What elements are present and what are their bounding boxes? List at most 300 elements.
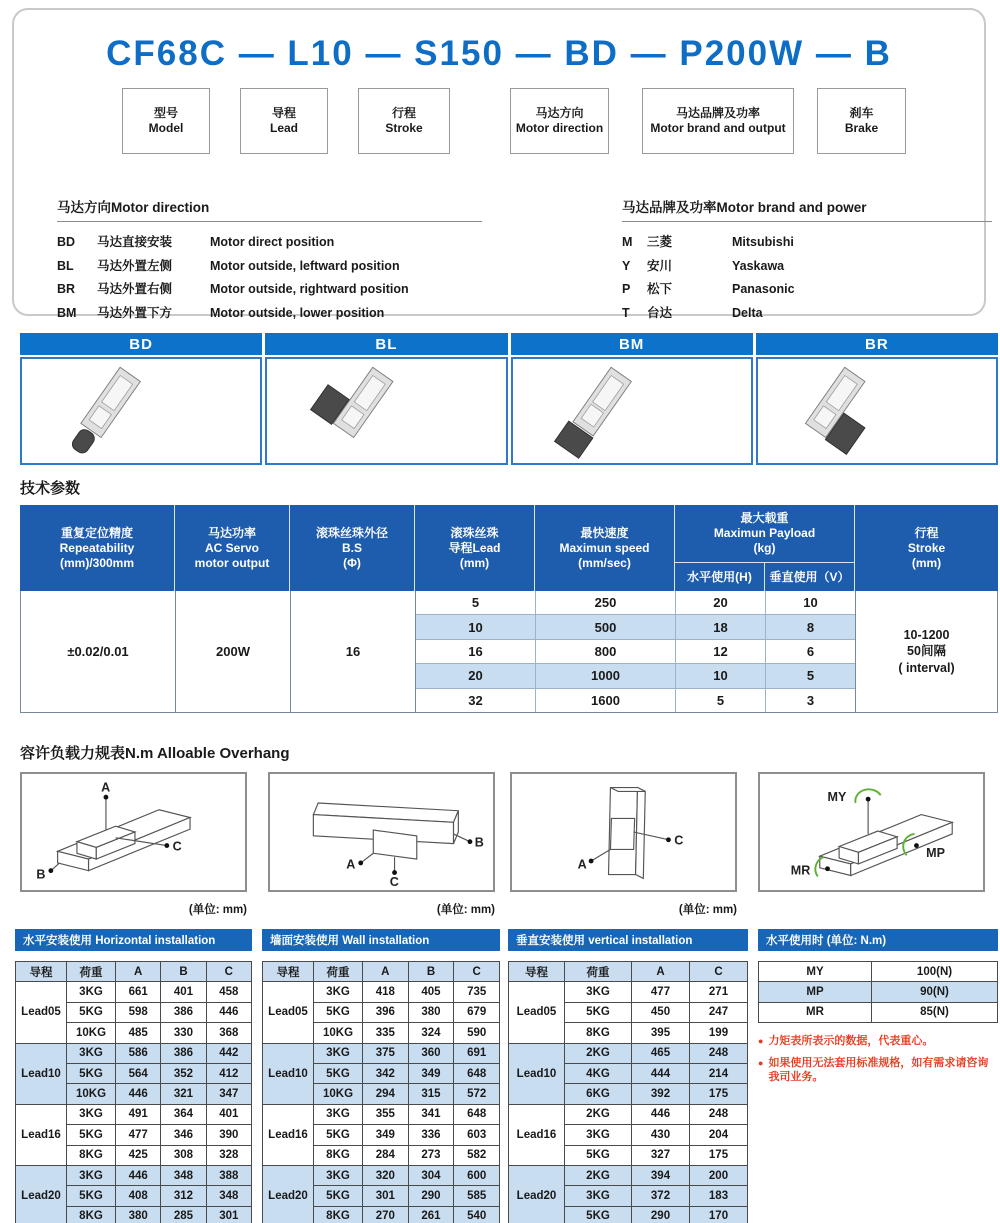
def-code: M [622,235,633,249]
wall-installation-table [262,929,500,1223]
tech-params-header [20,505,998,591]
column-header: B [161,962,206,982]
data-cell: 2KG [565,1104,632,1124]
data-cell: 312 [161,1186,206,1206]
data-cell: 204 [690,1125,748,1145]
stroke-line: 50间隔 [907,644,946,659]
table-row [16,1043,252,1063]
def-item [57,302,482,326]
data-cell: 347 [206,1084,251,1104]
col-line: motor output [194,555,270,570]
overhang-diagram-moment [758,772,985,892]
data-cell: 586 [116,1043,161,1063]
col-line: Repeatability [59,540,135,555]
tech-v-value: 5 [806,668,815,684]
data-cell: 271 [690,982,748,1002]
moment-title: 水平使用时 (单位: N.m) [758,929,998,951]
data-cell: 175 [690,1084,748,1104]
overhang-diagram-vertical [510,772,737,892]
def-zh: 松下 [647,282,673,296]
lead-group-cell: Lead20 [263,1165,314,1223]
data-cell: 390 [206,1125,251,1145]
tech-speed-row [416,614,855,638]
motor-direction-list-title: 马达方向Motor direction [57,196,482,222]
col-line: 最大载重 [740,511,789,525]
brake-box-en: Brake [844,121,879,135]
stroke-line: ( interval) [898,660,955,675]
diagram1-label-c: C [172,839,182,854]
def-code: BD [57,235,76,249]
tech-speed-rows [416,591,856,712]
data-cell: 450 [632,1002,690,1022]
tech-v-value: 10 [803,595,818,611]
data-cell: 170 [690,1206,748,1223]
data-cell: 3KG [67,1165,116,1185]
data-cell: 175 [690,1145,748,1165]
lead-group-cell: Lead05 [263,982,314,1043]
data-cell: 304 [408,1165,454,1185]
unit-label-1: (单位: mm) [188,904,247,916]
def-zh: 台达 [647,305,673,320]
col-line: AC Servo [204,540,260,555]
tech-speed-row [416,663,855,687]
moment-cell: 90(N) [872,982,998,1002]
tech-speed-row [416,688,855,712]
def-en: Motor outside, lower position [210,305,385,320]
data-cell: 3KG [67,1104,116,1124]
data-cell: 5KG [314,1002,363,1022]
motor-direction-list [57,196,482,325]
panel-bl-image [265,357,507,465]
tech-v-value: 8 [806,619,815,635]
lead-group-cell: Lead05 [16,982,67,1043]
diagram4-label-my: MY [827,790,847,805]
data-cell: 285 [161,1206,206,1223]
def-item [622,302,992,326]
def-zh: 马达外置左侧 [97,258,173,273]
motor-direction-box-zh: 马达方向 [535,106,584,120]
actuator-bm-illustration [537,361,727,461]
column-header: A [116,962,161,982]
data-cell: 2KG [565,1165,632,1185]
col-line: 滚珠丝珠外径 [315,525,388,540]
data-cell: 248 [690,1043,748,1063]
data-cell: 598 [116,1002,161,1022]
model-code-title: CF68C — L10 — S150 — BD — P200W — B [106,34,892,73]
def-item [57,255,482,279]
table-row [263,982,500,1002]
model-box-zh: 型号 [153,106,178,120]
data-cell: 290 [632,1206,690,1223]
data-cell: 425 [116,1145,161,1165]
col-stroke [855,505,998,591]
panel-bm [511,333,753,465]
col-line: Stroke [907,540,946,555]
col-line: 滚珠丝珠 [450,525,499,540]
column-header: C [206,962,251,982]
data-cell: 352 [161,1063,206,1083]
table-row [16,1165,252,1185]
col-lead [415,505,535,591]
data-cell: 308 [161,1145,206,1165]
tech-params-body [20,591,998,713]
horizontal-table [15,961,252,1223]
payload-vertical-header: 垂直使用（V） [769,569,850,584]
data-cell: 346 [161,1125,206,1145]
tech-lead-value: 10 [416,615,536,638]
column-header: C [690,962,748,982]
col-line: (mm)/300mm [59,555,135,570]
lead-group-cell: Lead10 [263,1043,314,1104]
def-en: Motor outside, rightward position [210,282,409,296]
data-cell: 405 [408,982,454,1002]
data-cell: 458 [206,982,251,1002]
def-item [622,231,992,255]
data-cell: 446 [116,1165,161,1185]
data-cell: 648 [454,1063,500,1083]
data-cell: 401 [161,982,206,1002]
data-cell: 380 [408,1002,454,1022]
data-cell: 8KG [67,1206,116,1223]
motor-brand-box [642,88,794,154]
data-cell: 5KG [314,1186,363,1206]
data-cell: 368 [206,1023,251,1043]
data-cell: 214 [690,1063,748,1083]
motor-brand-list [622,196,992,325]
data-cell: 386 [161,1043,206,1063]
column-header: 导程 [509,962,565,982]
data-cell: 679 [454,1002,500,1022]
actuator-bl-illustration [291,361,481,461]
def-en: Yaskawa [732,258,785,273]
def-zh: 三菱 [647,235,673,249]
col-line: 最快速度 [580,525,629,540]
table-row [509,1104,748,1124]
tech-lead-value: 32 [416,689,536,712]
motor-output-value: 200W [176,591,291,712]
data-cell: 290 [408,1186,454,1206]
data-cell: 3KG [314,1104,363,1124]
lead-box [240,88,328,154]
col-line: B.S [341,540,362,555]
tech-v-value: 3 [806,692,815,708]
table-row [16,982,252,1002]
data-cell: 5KG [67,1125,116,1145]
data-cell: 412 [206,1063,251,1083]
overhang-diagram-side [268,772,495,892]
lead-group-cell: Lead20 [16,1165,67,1223]
data-cell: 349 [363,1125,409,1145]
note-text: 力矩表所表示的数据，代表重心。 [768,1035,934,1047]
data-cell: 2KG [565,1043,632,1063]
data-cell: 247 [690,1002,748,1022]
data-cell: 392 [632,1084,690,1104]
stroke-box-zh: 行程 [391,106,416,120]
tech-params-table [20,505,998,713]
vertical-installation-title: 垂直安装使用 vertical installation [508,929,748,951]
data-cell: 261 [408,1206,454,1223]
def-code: P [622,282,631,296]
tech-speed-value: 250 [536,591,676,614]
tech-h-value: 18 [676,615,766,638]
tech-speed-value: 500 [536,615,676,638]
col-line: 马达功率 [207,525,256,540]
data-cell: 446 [116,1084,161,1104]
data-cell: 10KG [67,1084,116,1104]
data-cell: 248 [690,1104,748,1124]
diagram4-label-mp: MP [926,846,945,861]
data-cell: 375 [363,1043,409,1063]
data-cell: 348 [206,1186,251,1206]
overhang-title: 容许负载力规表N.m Alloable Overhang [20,745,290,762]
orientation-panels [20,333,998,465]
def-code: BM [57,305,77,320]
column-header: 荷重 [565,962,632,982]
data-cell: 477 [632,982,690,1002]
data-cell: 540 [454,1206,500,1223]
data-cell: 485 [116,1023,161,1043]
def-code: Y [622,258,631,273]
notes-list [758,1034,996,1092]
col-line: (mm) [459,555,490,570]
data-cell: 328 [206,1145,251,1165]
motor-direction-items [57,231,482,325]
def-en: Motor direct position [210,235,335,249]
bs-diameter-value: 16 [291,591,416,712]
panel-br [756,333,998,465]
data-cell: 336 [408,1125,454,1145]
repeatability-value: ±0.02/0.01 [21,591,176,712]
moment-cell: MP [759,982,872,1002]
data-cell: 360 [408,1043,454,1063]
data-cell: 372 [632,1186,690,1206]
table-row [263,1043,500,1063]
data-cell: 5KG [67,1063,116,1083]
def-en: Delta [732,305,763,320]
brake-box [817,88,906,154]
panel-br-image [756,357,998,465]
tech-speed-value: 1600 [536,689,676,712]
data-cell: 418 [363,982,409,1002]
data-cell: 564 [116,1063,161,1083]
table-row [263,1104,500,1124]
tech-speed-row [416,591,855,614]
def-zh: 马达直接安装 [97,235,173,249]
column-header: C [454,962,500,982]
def-code: T [622,305,630,320]
lead-group-cell: Lead10 [16,1043,67,1104]
data-cell: 408 [116,1186,161,1206]
data-cell: 661 [116,982,161,1002]
moment-cell: 100(N) [872,962,998,982]
panel-bd [20,333,262,465]
data-cell: 572 [454,1084,500,1104]
data-cell: 349 [408,1063,454,1083]
payload-subheaders [675,562,854,591]
lead-group-cell: Lead16 [263,1104,314,1165]
col-line: (Φ) [343,555,361,570]
data-cell: 8KG [314,1145,363,1165]
moment-cell: 85(N) [872,1002,998,1022]
diagram3-label-c: C [674,833,684,848]
horizontal-installation-title: 水平安装使用 Horizontal installation [15,929,252,951]
data-cell: 8KG [67,1145,116,1165]
model-box [122,88,210,154]
actuator-bd-illustration [46,361,236,461]
def-en: Mitsubishi [732,235,794,249]
data-cell: 364 [161,1104,206,1124]
col-line: Maximun speed [559,540,650,555]
payload-title [675,505,854,562]
data-cell: 5KG [565,1002,632,1022]
note-item [758,1056,996,1085]
lead-group-cell: Lead05 [509,982,565,1043]
moment-cell: MR [759,1002,872,1022]
model-code-section [12,8,986,320]
diagram2-label-a: A [346,857,356,872]
data-cell: 324 [408,1023,454,1043]
wall-table [262,961,500,1223]
column-header: 导程 [16,962,67,982]
data-cell: 341 [408,1104,454,1124]
col-line: (mm/sec) [578,555,631,570]
col-line: 导程Lead [448,540,501,555]
motor-direction-box [510,88,609,154]
stroke-line: 10-1200 [903,627,950,642]
data-cell: 200 [690,1165,748,1185]
diagram4-label-mr: MR [790,863,811,878]
data-cell: 3KG [67,982,116,1002]
brake-box-zh: 刹车 [849,106,874,120]
data-cell: 199 [690,1023,748,1043]
data-cell: 342 [363,1063,409,1083]
data-cell: 386 [161,1002,206,1022]
table-row [509,1165,748,1185]
tech-speed-value: 1000 [536,664,676,687]
data-cell: 590 [454,1023,500,1043]
unit-label-3: (单位: mm) [678,904,737,916]
data-cell: 5KG [67,1186,116,1206]
data-cell: 388 [206,1165,251,1185]
data-cell: 401 [206,1104,251,1124]
data-cell: 477 [116,1125,161,1145]
def-item [622,278,992,302]
col-speed [535,505,675,591]
panel-br-label: BR [756,333,998,355]
data-cell: 442 [206,1043,251,1063]
data-cell: 394 [632,1165,690,1185]
panel-bl-label: BL [265,333,507,355]
data-cell: 348 [161,1165,206,1185]
data-cell: 6KG [565,1084,632,1104]
data-cell: 465 [632,1043,690,1063]
data-cell: 327 [632,1145,690,1165]
actuator-br-illustration [782,361,972,461]
lead-group-cell: Lead16 [16,1104,67,1165]
data-cell: 582 [454,1145,500,1165]
moment-row [759,1002,998,1022]
motor-direction-box-en: Motor direction [515,121,604,135]
motor-brand-box-zh: 马达品牌及功率 [675,106,760,120]
lead-box-zh: 导程 [271,106,296,120]
tech-h-value: 5 [676,689,766,712]
unit-label-2: (单位: mm) [436,904,495,916]
vertical-installation-table [508,929,748,1223]
data-cell: 4KG [565,1063,632,1083]
panel-bm-label: BM [511,333,753,355]
stroke-box-en: Stroke [385,121,423,135]
moment-table [758,961,998,1023]
data-cell: 10KG [67,1023,116,1043]
column-header: 荷重 [67,962,116,982]
def-code: BL [57,258,74,273]
payload-horizontal-header: 水平使用(H) [675,563,765,591]
lead-box-en: Lead [269,121,298,135]
data-cell: 330 [161,1023,206,1043]
data-cell: 396 [363,1002,409,1022]
wall-installation-title: 墙面安装使用 Wall installation [262,929,500,951]
column-header: B [408,962,454,982]
data-cell: 430 [632,1125,690,1145]
note-text: 如果使用无法套用标准规格，如有需求请咨询我司业务。 [768,1056,989,1083]
note-item [758,1034,996,1049]
data-cell: 8KG [565,1023,632,1043]
moment-row [759,982,998,1002]
data-cell: 446 [206,1002,251,1022]
def-code: BR [57,282,76,296]
motor-brand-items [622,231,992,325]
tech-speed-row [416,639,855,663]
diagram1-label-a: A [101,780,111,795]
data-cell: 3KG [314,1043,363,1063]
def-item [57,231,482,255]
data-cell: 294 [363,1084,409,1104]
data-cell: 3KG [565,1125,632,1145]
bullet-icon: ● [758,1036,764,1046]
motor-brand-box-en: Motor brand and output [650,121,786,135]
data-cell: 3KG [314,1165,363,1185]
col-repeatability [20,505,175,591]
vertical-table [508,961,748,1223]
tech-v-value: 6 [806,643,815,659]
data-cell: 5KG [565,1206,632,1223]
diagram2-label-c: C [389,875,399,890]
col-line: (kg) [753,541,776,555]
lead-group-cell: Lead20 [509,1165,565,1223]
data-cell: 355 [363,1104,409,1124]
def-zh: 马达外置下方 [97,305,173,320]
data-cell: 284 [363,1145,409,1165]
table-row [263,1165,500,1185]
data-cell: 3KG [67,1043,116,1063]
def-zh: 马达外置右侧 [97,282,173,296]
data-cell: 444 [632,1063,690,1083]
tech-params-title: 技术参数 [20,480,81,497]
data-cell: 395 [632,1023,690,1043]
data-cell: 270 [363,1206,409,1223]
panel-bd-image [20,357,262,465]
data-cell: 3KG [565,982,632,1002]
data-cell: 585 [454,1186,500,1206]
column-header: 荷重 [314,962,363,982]
data-cell: 335 [363,1023,409,1043]
def-en: Motor outside, leftward position [210,258,400,273]
data-cell: 301 [206,1206,251,1223]
column-header: A [363,962,409,982]
diagram2-label-b: B [474,835,484,850]
tech-h-value: 10 [676,664,766,687]
data-cell: 273 [408,1145,454,1165]
